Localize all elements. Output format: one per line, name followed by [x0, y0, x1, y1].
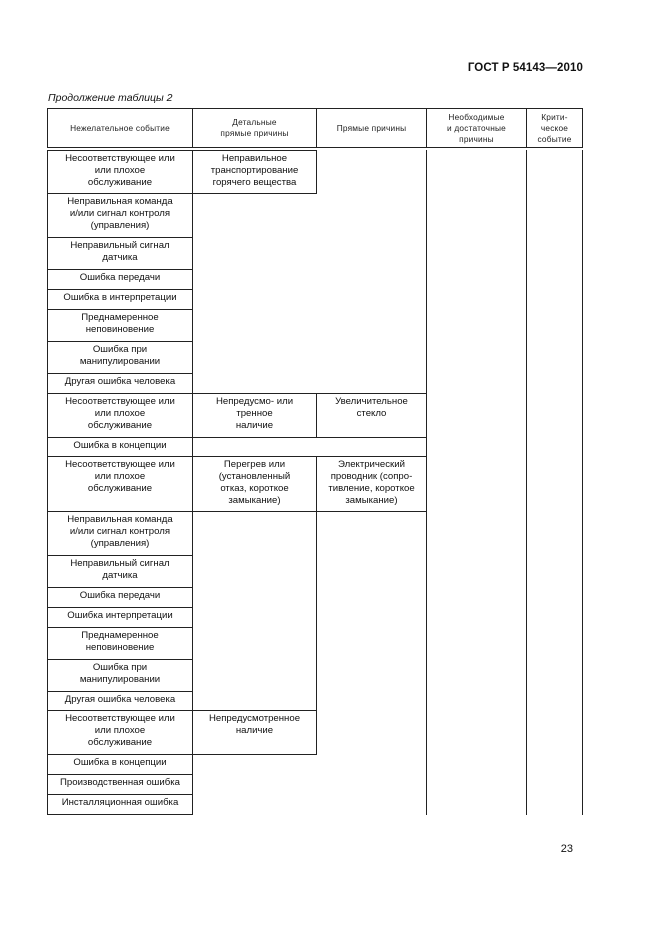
table-cell-undesired-event: Ошибка передачи	[47, 269, 193, 290]
column-divider	[582, 150, 583, 815]
table-cell-undesired-event: Другая ошибка человека	[47, 691, 193, 711]
table-cell-detailed-cause: Перегрев или (установленный отказ, короткое замыкание)	[192, 456, 317, 512]
column-header-undesired-event: Нежелательное событие	[47, 108, 193, 148]
table-cell-undesired-event: Несоответствующее или или плохое обслуживание	[47, 150, 193, 194]
column-header-critical-event: Крити- ческое событие	[526, 108, 583, 148]
table-cell-direct-cause: Электрический проводник (сопро- тивление, короткое замыкание)	[316, 456, 427, 512]
table-cell-undesired-event: Другая ошибка человека	[47, 373, 193, 394]
table-cell-undesired-event: Ошибка передачи	[47, 587, 193, 608]
table-cell-undesired-event: Неправильный сигнал датчика	[47, 237, 193, 270]
table-cell-undesired-event: Преднамеренное неповиновение	[47, 627, 193, 660]
table-cell-detailed-cause: Непредусмо- или тренное наличие	[192, 393, 317, 438]
table-cell-undesired-event: Ошибка интерпретации	[47, 607, 193, 628]
column-divider	[316, 150, 317, 194]
column-header-direct-causes: Прямые причины	[316, 108, 427, 148]
page-number: 23	[560, 843, 573, 855]
table-cell-undesired-event: Неправильная команда и/или сигнал контроля (управления)	[47, 193, 193, 238]
column-divider	[426, 150, 427, 815]
table-cell-undesired-event: Ошибка при манипулировании	[47, 341, 193, 374]
table-cell-undesired-event: Преднамеренное неповиновение	[47, 309, 193, 342]
table-cell-undesired-event: Несоответствующее или или плохое обслуживание	[47, 456, 193, 512]
column-divider	[316, 511, 317, 755]
table-cell-undesired-event: Несоответствующее или или плохое обслуживание	[47, 393, 193, 438]
table-cell-direct-cause: Увеличительное стекло	[316, 393, 427, 438]
table-cell-undesired-event: Неправильная команда и/или сигнал контроля (управления)	[47, 511, 193, 556]
document-code: ГОСТ Р 54143—2010	[467, 62, 583, 74]
table-cell-undesired-event: Ошибка в интерпретации	[47, 289, 193, 310]
table-cell-detailed-cause: Неправильное транспортирование горячего вещества	[192, 150, 317, 194]
table-cell-undesired-event: Ошибка в концепции	[47, 437, 193, 457]
column-header-necessary-sufficient-causes: Необходимые и достаточные причины	[426, 108, 527, 148]
table-cell-detailed-cause: Непредусмотренное наличие	[192, 710, 317, 755]
column-divider	[526, 150, 527, 815]
column-header-detailed-direct-causes: Детальные прямые причины	[192, 108, 317, 148]
table-cell-undesired-event: Ошибка при манипулировании	[47, 659, 193, 692]
column-divider	[192, 511, 193, 711]
table-cell-undesired-event: Инсталляционная ошибка	[47, 794, 193, 815]
table-cell-undesired-event: Несоответствующее или или плохое обслуживание	[47, 710, 193, 755]
table-cell-undesired-event: Ошибка в концепции	[47, 754, 193, 775]
column-divider	[192, 193, 193, 394]
table-cell-undesired-event: Производственная ошибка	[47, 774, 193, 795]
table-caption: Продолжение таблицы 2	[48, 92, 173, 104]
table-cell-undesired-event: Неправильный сигнал датчика	[47, 555, 193, 588]
